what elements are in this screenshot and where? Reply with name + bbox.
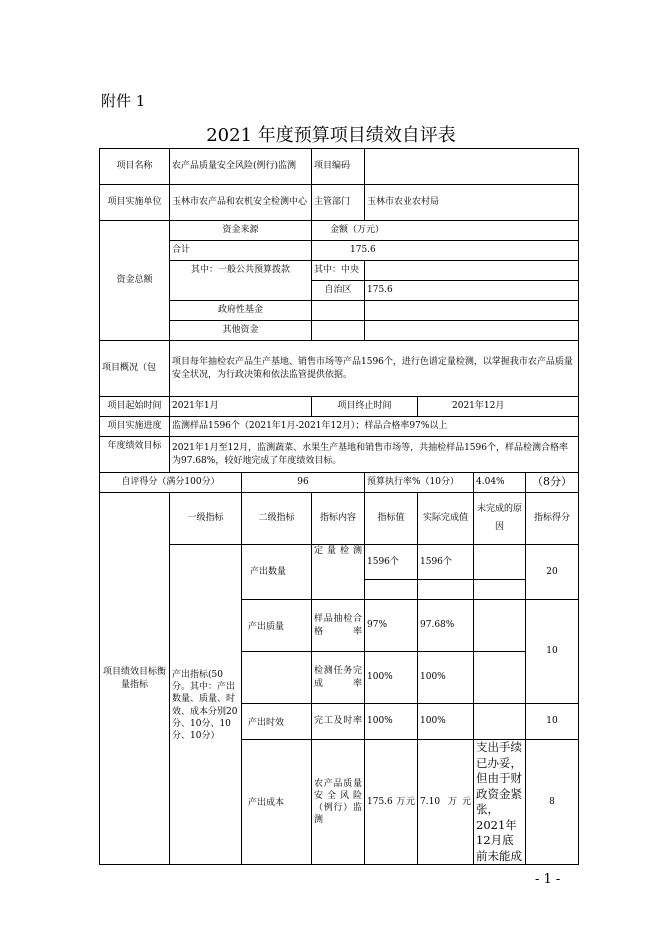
level2-cell: 产出时效 [242, 704, 312, 740]
end-value: 2021年12月 [418, 397, 579, 417]
actual-cell: 1596个 [418, 545, 474, 580]
performance-table [99, 148, 579, 865]
content-cell: 样品抽检合格率 [312, 600, 365, 652]
content-cell: 定量检测 [312, 545, 365, 600]
goal-value: 2021年1月至12月，监测蔬菜、水果生产基地和销售市场等，共抽检样品1596个，样品检测合格率为97.68%，较好地完成了年度绩效目标。 [170, 437, 579, 473]
indicator-row [100, 545, 579, 580]
progress-row [100, 417, 579, 437]
overview-row [100, 341, 579, 397]
reason-cell [474, 600, 526, 652]
funds-central-label: 其中：中央 [312, 261, 365, 281]
funds-region-value: 175.6 [365, 281, 579, 301]
actual-cell: 97.68% [418, 600, 474, 652]
funds-region-label: 自治区 [312, 281, 365, 301]
funds-other-label: 其他资金 [170, 321, 312, 341]
reason-cell: 支出手续已办妥，但由于财政资金紧张，2021年12月底前未能成 [474, 740, 526, 865]
content-cell: 完工及时率 [312, 704, 365, 740]
exec-rate-score: （8分） [526, 473, 579, 493]
reason-cell [474, 545, 526, 580]
funds-source-header: 资金来源 [170, 221, 312, 241]
project-code-value [365, 149, 579, 185]
level1-cell: 产出指标(50分。其中：产出数量、质量、时效、成本分别20分、10分、10分、10分） [170, 545, 242, 865]
score-label: 自评得分（满分100分） [100, 473, 242, 493]
start-label: 项目起始时间 [100, 397, 170, 417]
actual-cell: 100% [418, 704, 474, 740]
header-actual: 实际完成值 [418, 493, 474, 545]
funds-general-row [100, 261, 579, 281]
dept-label: 主管部门 [312, 185, 365, 221]
level2-cell [242, 652, 312, 704]
reason-cell [474, 704, 526, 740]
project-code-label: 项目编码 [312, 149, 365, 185]
funds-section-label: 资金总额 [100, 221, 170, 341]
end-label: 项目终止时间 [312, 397, 418, 417]
score-row [100, 473, 579, 493]
header-reason: 未完成的原因 [474, 493, 526, 545]
level2-cell: 产出成本 [242, 740, 312, 865]
overview-value: 项目每年抽检农产品生产基地、销售市场等产品1596个，进行色谱定量检测，以掌握我市农产品质量安全状况，为行政决策和依法监管提供依据。 [170, 341, 579, 397]
goal-label: 年度绩效目标 [100, 437, 170, 473]
score-cell: 10 [526, 704, 579, 740]
funds-total-label: 合计 [170, 241, 312, 261]
empty-cell [418, 580, 474, 600]
period-row [100, 397, 579, 417]
score-cell: 8 [526, 740, 579, 865]
goal-row [100, 437, 579, 473]
funds-amount-header: 金额（万元） [312, 221, 579, 241]
funds-header-row [100, 221, 579, 241]
unit-row [100, 185, 579, 221]
indicator-header-row [100, 493, 579, 545]
value-cell: 175.6 万元 [365, 740, 418, 865]
project-name-label: 项目名称 [100, 149, 170, 185]
content-cell: 农产品质量安全风险（例行）监测 [312, 740, 365, 865]
header-value: 指标值 [365, 493, 418, 545]
score-value: 96 [242, 473, 365, 493]
funds-gov-value-a [312, 301, 365, 321]
exec-rate-label: 预算执行率%（10分） [365, 473, 474, 493]
funds-gov-value-b [365, 301, 579, 321]
funds-other-value-a [312, 321, 365, 341]
funds-gov-row [100, 301, 579, 321]
funds-general-label: 其中：一般公共预算拨款 [170, 261, 312, 301]
annex-label: 附件 1 [101, 92, 146, 110]
score-cell: 10 [526, 600, 579, 704]
page-title: 2021 年度预算项目绩效自评表 [206, 125, 456, 146]
unit-label: 项目实施单位 [100, 185, 170, 221]
header-content: 指标内容 [312, 493, 365, 545]
indicators-section-label: 项目绩效目标衡量指标 [100, 493, 170, 865]
unit-value: 玉林市农产品和农机安全检测中心 [170, 185, 312, 221]
dept-value: 玉林市农业农村局 [365, 185, 579, 221]
project-name-row [100, 149, 579, 185]
funds-central-value [365, 261, 579, 281]
exec-rate-value: 4.04% [474, 473, 526, 493]
header-level1: 一级指标 [170, 493, 242, 545]
reason-cell [474, 652, 526, 704]
funds-total-row [100, 241, 579, 261]
value-cell: 1596个 [365, 545, 418, 580]
empty-cell [365, 580, 418, 600]
level2-cell: 产出数量 [242, 545, 312, 600]
progress-label: 项目实施进度 [100, 417, 170, 437]
overview-label: 项目概况（包 [100, 341, 170, 397]
funds-other-row [100, 321, 579, 341]
funds-gov-label: 政府性基金 [170, 301, 312, 321]
value-cell: 97% [365, 600, 418, 652]
level2-cell: 产出质量 [242, 600, 312, 652]
content-cell: 检测任务完成率 [312, 652, 365, 704]
actual-cell: 7.10 万元 [418, 740, 474, 865]
value-cell: 100% [365, 704, 418, 740]
page-number: - 1 - [535, 872, 561, 887]
actual-cell: 100% [418, 652, 474, 704]
funds-other-value-b [365, 321, 579, 341]
header-score: 指标得分 [526, 493, 579, 545]
empty-cell [474, 580, 526, 600]
score-cell: 20 [526, 545, 579, 600]
project-name-value: 农产品质量安全风险(例行)监测 [170, 149, 312, 185]
start-value: 2021年1月 [170, 397, 312, 417]
funds-total-value: 175.6 [312, 241, 579, 261]
progress-value: 监测样品1596个（2021年1月-2021年12月）；样品合格率97%以上 [170, 417, 579, 437]
header-level2: 二级指标 [242, 493, 312, 545]
value-cell: 100% [365, 652, 418, 704]
